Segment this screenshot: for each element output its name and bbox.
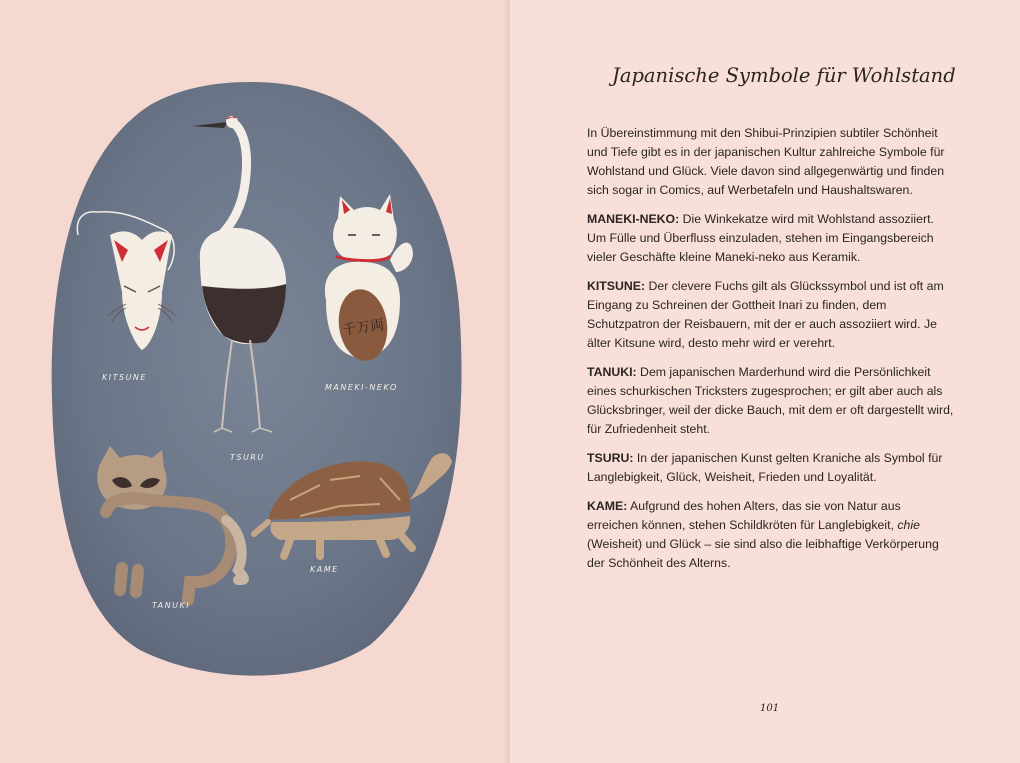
entry-text: (Weisheit) und Glück – sie sind also die leibhaftige Verkörperung der Schönheit des Alterns. xyxy=(587,537,939,570)
body-text xyxy=(587,124,955,583)
coin-text: 千万両 xyxy=(341,317,386,339)
page-number: 101 xyxy=(760,703,780,714)
entry-term: TANUKI: xyxy=(587,365,637,379)
entry-kitsune xyxy=(587,277,955,353)
entry-term: MANEKI-NEKO: xyxy=(587,212,680,226)
entry-text: Aufgrund des hohen Alters, das sie von Natur aus erreichen können, stehen Schildkröten für Langlebigkeit, xyxy=(587,499,901,532)
entry-text: In der japanischen Kunst gelten Kraniche als Symbol für Langlebigkeit, Glück, Weisheit, Frieden und Loyalität. xyxy=(587,451,943,484)
entry-maneki-neko xyxy=(587,210,955,267)
entry-italic-word: chie xyxy=(897,518,920,532)
entry-kame xyxy=(587,497,955,573)
entry-text: Die Winkekatze wird mit Wohlstand assoziiert. Um Fülle und Überfluss einzuladen, stehen im Eingangsbereich vieler Geschäfte kleine Maneki-neko aus Keramik. xyxy=(587,212,934,264)
entry-term: KAME: xyxy=(587,499,628,513)
page-title: Japanische Symbole für Wohlstand xyxy=(612,64,956,87)
label-tanuki: TANUKI xyxy=(152,601,191,610)
entry-tsuru xyxy=(587,449,955,487)
label-kitsune: KITSUNE xyxy=(102,373,147,382)
entry-text: Dem japanischen Marderhund wird die Persönlichkeit eines schurkischen Tricksters zugesprochen; er gilt aber auch als Glücksbringer, weil der dicke Bauch, mit dem er oft dargestellt wird, für Zufriedenheit steht. xyxy=(587,365,954,436)
entry-term: KITSUNE: xyxy=(587,279,646,293)
label-maneki-neko: MANEKI-NEKO xyxy=(325,383,398,392)
entry-text: Der clevere Fuchs gilt als Glückssymbol und ist oft am Eingang zu Schreinen der Gottheit Inari zu finden, dem Schutzpatron der Reisbauern, mit der er auch assoziiert wird. Je älter Kitsune wird, desto mehr wird er verehrt. xyxy=(587,279,944,350)
lucky-symbols-illustration xyxy=(40,60,480,700)
label-tsuru: TSURU xyxy=(230,453,265,462)
intro-paragraph: In Übereinstimmung mit den Shibui-Prinzipien subtiler Schönheit und Tiefe gibt es in der japanischen Kultur zahlreiche Symbole für Wohlstand und Glück. Viele davon sind allgegenwärtig und finden sich sogar in Comics, auf Werbetafeln und Haushaltswaren. xyxy=(587,126,945,197)
entry-term: TSURU: xyxy=(587,451,634,465)
entry-tanuki xyxy=(587,363,955,439)
label-kame: KAME xyxy=(310,565,339,574)
